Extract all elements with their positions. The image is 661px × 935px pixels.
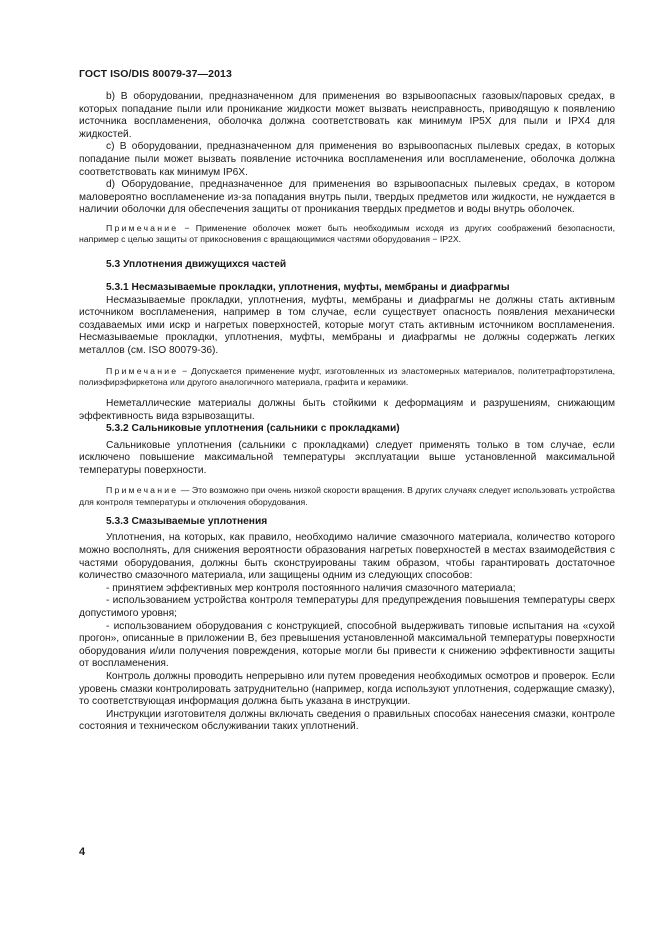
note-label: Примечание: [106, 485, 179, 496]
list-item: - принятием эффективных мер контроля постоянного наличия смазочного материала;: [106, 582, 516, 594]
paragraph-5-3-3: Уплотнения, на которых, как правило, необходимо наличие смазочного материала, количество которого можно восполнять, для снижения вероятности образования нагретых поверхностей в местах взаимодействия с частями оборудования, должны быть сконструированы таким образом, чтобы гарантировать достаточное количество смазочного материала, или защищены одним из следующих способов:: [79, 532, 615, 582]
note-label: Примечание: [106, 222, 179, 233]
document-body: [79, 91, 615, 734]
page-number: 4: [79, 846, 86, 858]
list-item: - использованием оборудования с конструкцией, способной выдерживать типовые испытания на «сухой прогон», описанные в приложении В, без превышения установленной максимальной температуры поверхности оборудования и/или получения повреждения, которые могли бы привести к снижению эффективности защиты от воспламенения.: [79, 620, 615, 670]
section-heading-5-3-1: 5.3.1 Несмазываемые прокладки, уплотнения, муфты, мембраны и диафрагмы: [106, 281, 510, 293]
paragraph-5-3-3-b: Контроль должны проводить непрерывно или путем проведения необходимых осмотров и проверок. Если уровень смазки контролировать затруднительно (например, когда используют уплотнения, содержащие смазку), то соответствующая информация должна быть указана в инструкции.: [79, 671, 615, 708]
note-2: [79, 366, 615, 388]
note-text: − Допускается применение муфт, изготовленных из эластомерных материалов, политетрафторэтилена, полиэфирэфиркетона или другого аналогичного материала, графита и керамики.: [79, 365, 615, 387]
section-heading-5-3-3: 5.3.3 Смазываемые уплотнения: [106, 515, 268, 527]
paragraph-5-3-2: Сальниковые уплотнения (сальники с прокладками) следует применять только в том случае, если исключено повышение максимальной температуры эксплуатации выше установленной максимальной температуры поверхности.: [79, 439, 615, 476]
paragraph-d: d) Оборудование, предназначенное для применения во взрывоопасных пылевых средах, в котором маловероятно воспламенение из-за попадания внутрь пыли, твердых предметов или жидкости, не нуждается в наличии оболочки для обеспечения защиты от проникания твердых предметов и воды внутрь оболочек.: [79, 179, 615, 216]
section-heading-5-3: 5.3 Уплотнения движущихся частей: [106, 259, 287, 271]
note-1: [79, 223, 615, 245]
paragraph-5-3-3-c: Инструкции изготовителя должны включать сведения о правильных способах нанесения смазки, контроле состояния и техническом обслуживании таких уплотнений.: [79, 708, 615, 733]
paragraph-5-3-1: Несмазываемые прокладки, уплотнения, муфты, мембраны и диафрагмы не должны стать активным источником воспламенения, например в том случае, если существует опасность появления механически создаваемых ими искр и нагретых поверхностей, которые могут стать активным источником воспламенения. Несмазываемые прокладки, уплотнения, муфты, мембраны и диафрагмы не должны содержать легких металлов (см. ISO 80079-36).: [79, 294, 615, 356]
paragraph-c: c) В оборудовании, предназначенном для применения во взрывоопасных пылевых средах, в которых попадание пыли может вызвать появление источника воспламенения или воспламенение, оболочка должна соответствовать как минимум IP6X.: [79, 141, 615, 178]
note-text: − Применение оболочек может быть необходимым исходя из других соображений безопасности, например с целью защиты от прикосновения с вращающимися частями оборудования − IP2X.: [79, 222, 615, 245]
note-text: — Это возможно при очень низкой скорости вращения. В других случаях следует использовать устройства для контроля температуры и отключения оборудования.: [79, 485, 615, 507]
note-label: Примечание: [106, 365, 179, 376]
paragraph-5-3-1-b: Неметаллические материалы должны быть стойкими к деформациям и разрушениям, снижающим эффективность вида взрывозащиты.: [79, 397, 615, 422]
paragraph-b: b) В оборудовании, предназначенном для применения во взрывоопасных газовых/паровых средах, в которых попадание пыли или проникание жидкости может вызвать неисправность, приводящую к появлению источника воспламенения, оболочка должна соответствовать как минимум IP5X для пыли и IPX4 для жидкостей.: [79, 91, 615, 140]
document-header: ГОСТ ISO/DIS 80079-37—2013: [79, 68, 232, 80]
section-heading-5-3-2: 5.3.2 Сальниковые уплотнения (сальники с прокладками): [106, 423, 400, 435]
list-item: - использованием устройства контроля температуры для предупреждения повышения температуры сверх допустимого уровня;: [79, 595, 615, 620]
note-3: [79, 485, 615, 507]
